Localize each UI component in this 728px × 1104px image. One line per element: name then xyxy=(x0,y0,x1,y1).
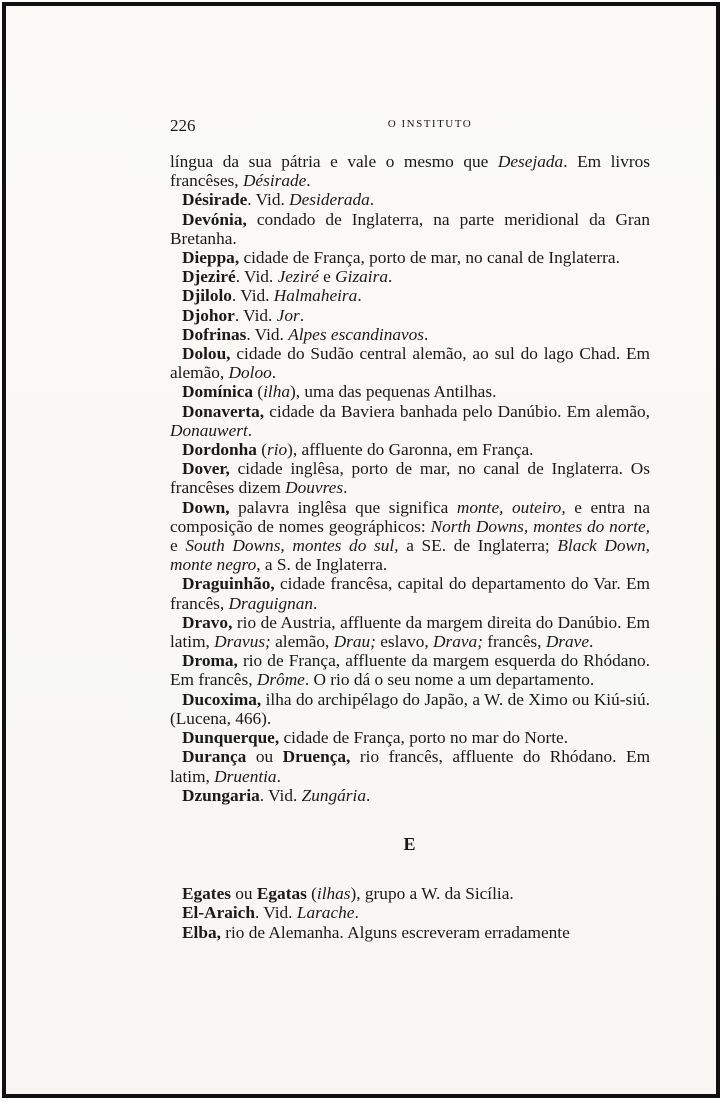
entry-text: . xyxy=(247,420,253,440)
entry-text: palavra inglêsa que significa xyxy=(229,497,457,517)
italic-term: Desejada xyxy=(497,152,564,171)
entry-headword: Dolou, xyxy=(182,344,231,364)
dictionary-entry xyxy=(170,786,650,805)
entry-headword: Egates xyxy=(182,884,231,904)
dictionary-entry xyxy=(170,267,650,286)
entry-text: a SE. de Inglaterra; xyxy=(398,536,558,556)
entry-text: . Vid. xyxy=(235,267,278,287)
dictionary-entry xyxy=(170,728,650,747)
entry-text: ( xyxy=(253,382,264,402)
dictionary-entry xyxy=(170,613,650,651)
dictionary-entry xyxy=(170,402,650,440)
entry-headword: Dover, xyxy=(182,459,230,479)
entry-text: . xyxy=(424,324,429,344)
italic-term: Jeziré xyxy=(277,267,319,287)
entry-text: ), uma das pequenas Antilhas. xyxy=(290,382,497,402)
entry-text: . xyxy=(313,593,318,613)
dictionary-entry xyxy=(170,498,650,575)
entry-headword: Dordonha xyxy=(182,440,257,460)
italic-term: North Downs, montes do norte, xyxy=(430,516,650,536)
entry-text: . xyxy=(357,286,362,306)
italic-term: Drave xyxy=(545,632,589,652)
italic-term: ilhas xyxy=(316,884,351,904)
entry-headword: Djohor xyxy=(182,305,235,325)
dictionary-entry xyxy=(170,690,650,728)
entry-text: rio de França, affluente da margem esquerda do Rhódano. Em francês, xyxy=(170,651,650,690)
entry-text: ), affluente do Garonna, em França. xyxy=(287,440,534,460)
italic-term: Larache xyxy=(296,903,355,923)
dictionary-entry xyxy=(170,210,650,248)
entry-text: e xyxy=(318,267,336,287)
entry-headword: Dzungaria xyxy=(182,785,260,805)
entry-text: eslavo, xyxy=(375,632,434,652)
entry-text: . xyxy=(271,363,277,383)
entry-text: . Vid. xyxy=(259,785,302,805)
document-page xyxy=(170,110,650,942)
entry-text: cidade do Sudão central alemão, ao sul do lago Chad. Em alemão, xyxy=(170,344,650,383)
dictionary-entry xyxy=(170,459,650,497)
dictionary-entry xyxy=(170,248,650,267)
entry-text: . Vid. xyxy=(254,903,297,923)
entry-text: . xyxy=(306,171,311,191)
italic-term: ilha xyxy=(263,382,291,402)
italic-term: Desiderada xyxy=(289,190,370,210)
entry-headword: Egatas xyxy=(256,884,307,904)
page-header xyxy=(170,110,650,136)
entry-text: ), grupo a W. da Sicília. xyxy=(350,884,514,904)
entry-headword: Désirade xyxy=(182,190,248,210)
entry-text: rio de Austria, affluente da margem direita do Danúbio. Em latim, xyxy=(170,612,650,652)
italic-term: monte, outeiro, xyxy=(456,497,566,517)
entry-text: . xyxy=(299,305,305,325)
entry-text: cidade inglêsa, porto de mar, no canal de Inglaterra. Os francêses dizem xyxy=(170,459,650,498)
italic-term: Drava; xyxy=(433,632,483,652)
italic-term: Donauwert xyxy=(170,420,248,440)
dictionary-entry xyxy=(170,286,650,305)
entry-text: . xyxy=(369,190,375,210)
entry-text: ou xyxy=(246,747,283,767)
entry-headword: Ducoxima, xyxy=(182,689,262,709)
entry-text: condado de Inglaterra, na parte meridional da Gran Bretanha. xyxy=(170,209,650,248)
dictionary-entry xyxy=(170,651,650,689)
dictionary-entry xyxy=(170,440,650,459)
italic-term: Halmaheira xyxy=(273,286,358,306)
entry-text: ( xyxy=(306,884,317,904)
entry-headword: Dunquerque, xyxy=(182,728,280,748)
italic-term: Black Down, monte negro, xyxy=(170,536,650,575)
italic-term: Zungária xyxy=(301,785,366,805)
dictionary-entry xyxy=(170,325,650,344)
italic-term: Désirade xyxy=(242,171,307,191)
page-frame xyxy=(2,2,720,1098)
entry-headword: Donaverta, xyxy=(182,401,265,421)
italic-term: Druentia xyxy=(214,766,277,786)
entry-text: . O rio dá o seu nome a um departamento. xyxy=(304,670,595,690)
entry-headword: Druença, xyxy=(282,747,351,767)
italic-term: Draguignan xyxy=(228,593,314,613)
dictionary-entry xyxy=(170,190,650,209)
entry-headword: Domínica xyxy=(182,382,254,402)
entry-text: . Vid. xyxy=(231,286,274,306)
entry-headword: Dofrinas xyxy=(182,324,247,344)
italic-term: Douvres xyxy=(285,478,344,498)
italic-term: Drôme xyxy=(256,670,305,690)
entry-text: . xyxy=(589,632,594,652)
dictionary-entry xyxy=(170,382,650,401)
italic-term: Gizaira xyxy=(335,267,388,287)
entry-headword: Droma, xyxy=(182,651,238,671)
entry-text: a S. de Inglaterra. xyxy=(260,555,388,575)
italic-term: Drau; xyxy=(333,632,376,652)
entry-text: língua da sua pátria e vale o mesmo que xyxy=(170,152,498,171)
entry-text: . Vid. xyxy=(234,305,277,325)
entry-text: . Em livros francêses, xyxy=(170,152,650,191)
italic-term: Jor xyxy=(276,305,300,325)
italic-term: rio xyxy=(266,440,288,460)
dictionary-entry xyxy=(170,747,650,785)
entry-text: . xyxy=(343,478,348,498)
entry-headword: El-Araich xyxy=(182,903,255,923)
page-number: 226 xyxy=(170,116,196,135)
dictionary-entry xyxy=(170,152,650,190)
entry-text: . Vid. xyxy=(247,190,290,210)
italic-term: Doloo xyxy=(228,363,272,383)
entry-text: alemão, xyxy=(270,632,334,652)
entry-text: cidade francêsa, capital do departamento do Var. Em francês, xyxy=(170,574,650,613)
entry-text: . xyxy=(387,267,393,287)
entry-headword: Down, xyxy=(182,497,230,517)
entry-text: ou xyxy=(230,884,257,904)
dictionary-entry xyxy=(170,306,650,325)
entry-headword: Djeziré xyxy=(182,267,236,287)
entry-text: . xyxy=(365,785,371,805)
entry-text: cidade da Baviera banhada pelo Danúbio. Em alemão, xyxy=(264,401,650,421)
entry-text: rio francês, affluente do Rhódano. Em latim, xyxy=(170,747,651,786)
entry-headword: Draguinhão, xyxy=(182,574,275,594)
dictionary-entry xyxy=(170,903,650,922)
entry-headword: Elba, xyxy=(182,922,221,942)
entry-text: e xyxy=(170,536,186,556)
running-title: O INSTITUTO xyxy=(387,118,473,130)
dictionary-entry xyxy=(170,884,650,903)
dictionary-entry xyxy=(170,344,650,382)
entries-list-d xyxy=(170,152,650,805)
entry-text: . xyxy=(354,903,359,923)
entry-headword: Devónia, xyxy=(182,209,247,229)
italic-term: South Downs, montes do sul, xyxy=(185,536,399,556)
entry-headword: Durança xyxy=(182,747,247,767)
dictionary-entry xyxy=(170,923,650,942)
entry-text: . Vid. xyxy=(246,324,289,344)
entry-headword: Djilolo xyxy=(182,286,232,306)
section-letter-heading: E xyxy=(403,833,417,854)
entry-text: cidade de França, porto de mar, no canal de Inglaterra. xyxy=(239,248,620,268)
body-text xyxy=(170,152,650,942)
entry-text: . xyxy=(276,766,281,786)
italic-term: Alpes escandinavos xyxy=(288,324,425,344)
entry-headword: Dieppa, xyxy=(182,248,240,268)
italic-term: Dravus; xyxy=(214,632,271,652)
entry-text: ( xyxy=(256,440,267,460)
entry-text: francês, xyxy=(482,632,546,652)
entry-text: rio de Alemanha. Alguns escreveram erradamente xyxy=(220,922,570,942)
entry-text: e entra na composição de nomes geográphicos: xyxy=(170,497,650,536)
entry-text: ilha do archipélago do Japão, a W. de Ximo ou Kiú-siú. (Lucena, 466). xyxy=(170,689,650,728)
entry-text: cidade de França, porto no mar do Norte. xyxy=(279,728,569,748)
dictionary-entry xyxy=(170,574,650,612)
entries-list-e xyxy=(170,884,650,942)
entry-headword: Dravo, xyxy=(182,612,233,632)
